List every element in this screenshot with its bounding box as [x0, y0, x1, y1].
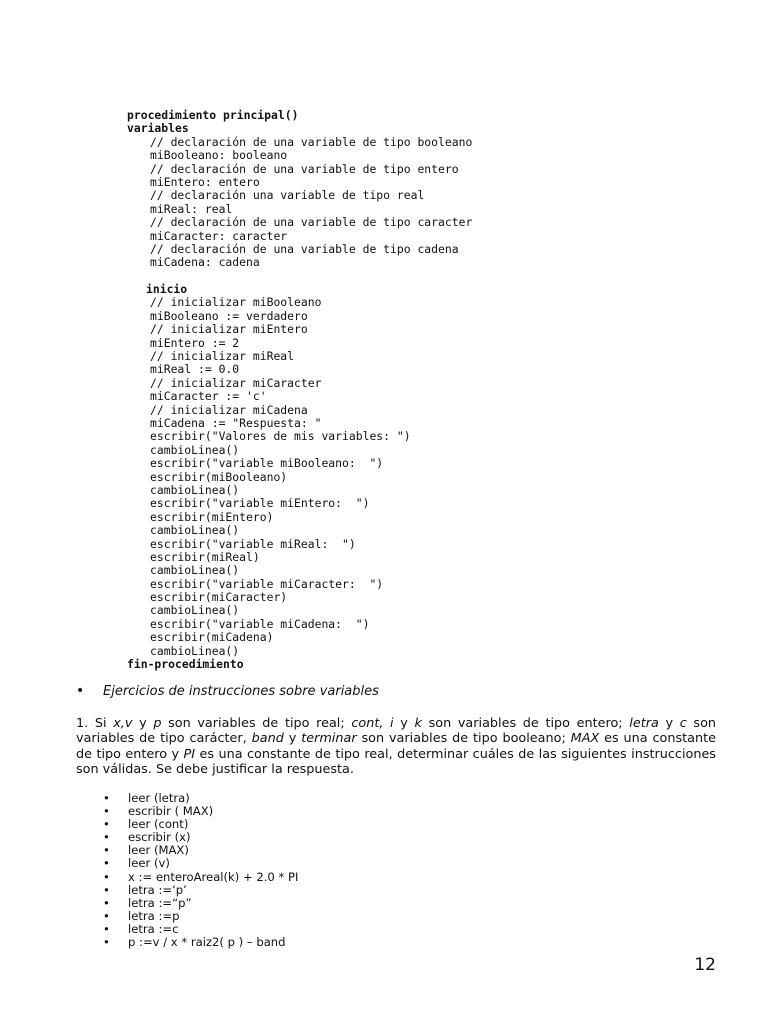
list-item	[103, 936, 298, 949]
section-heading	[76, 683, 379, 699]
code-line: cambioLinea()	[150, 643, 240, 658]
code-line: // inicializar miCaracter	[150, 375, 322, 390]
list-item	[103, 884, 298, 897]
bullet-icon: •	[103, 908, 110, 923]
code-line: // declaración de una variable de tipo cadena	[150, 241, 459, 256]
text: son variables de tipo carácter,	[76, 716, 717, 747]
text: y	[283, 731, 302, 747]
code-line: // inicializar miBooleano	[150, 295, 322, 310]
code-line: cambioLinea()	[150, 523, 240, 538]
code-line: // declaración de una variable de tipo booleano	[150, 134, 473, 149]
code-line: escribir(miBooleano)	[150, 469, 288, 484]
text: 1. Si	[76, 716, 114, 731]
text: son variables de tipo booleano;	[356, 731, 571, 747]
var: MAX	[570, 731, 600, 747]
text: y	[658, 716, 680, 731]
bullet-icon: •	[103, 921, 110, 936]
bullet-icon: •	[103, 882, 110, 897]
bullet-icon: •	[103, 830, 110, 845]
code-line: escribir("variable miCadena: ")	[150, 616, 370, 631]
code-line: // declaración una variable de tipo real	[150, 188, 425, 203]
code-line: miCaracter: caracter	[150, 228, 288, 243]
list-item	[103, 871, 298, 884]
bullet-icon: •	[103, 935, 110, 950]
instruction-text: escribir (x)	[128, 830, 191, 845]
code-line: cambioLinea()	[150, 563, 240, 578]
code-line: miBooleano := verdadero	[150, 308, 308, 323]
page-number: 12	[694, 955, 716, 975]
bullet-icon: •	[103, 869, 110, 884]
code-line: escribir(miCaracter)	[150, 590, 288, 605]
var: letra	[629, 716, 659, 731]
text: son variables de tipo entero;	[421, 716, 630, 731]
code-line: escribir("variable miBooleano: ")	[150, 456, 384, 471]
instruction-text: letra :=‘p’	[128, 882, 187, 897]
var: x,v	[113, 716, 133, 731]
code-line: escribir("variable miEntero: ")	[150, 496, 370, 511]
text: y	[393, 716, 415, 731]
instruction-text: letra :=p	[128, 908, 180, 923]
var: cont, i	[351, 716, 394, 731]
var: k	[414, 716, 422, 731]
code-line: cambioLinea()	[150, 603, 240, 618]
var: band	[251, 731, 284, 747]
instruction-text: x := enteroAreal(k) + 2.0 * PI	[128, 869, 299, 884]
code-line: escribir("Valores de mis variables: ")	[150, 429, 411, 444]
instruction-list	[103, 792, 298, 949]
code-line: // inicializar miReal	[150, 349, 295, 364]
text: es una constante de tipo entero y	[76, 731, 716, 762]
text: son variables de tipo real;	[161, 716, 352, 731]
text: es una constante de tipo real, determinar cuáles de las siguientes instrucciones son válidas. Se debe justificar la respuesta.	[76, 746, 716, 778]
list-item	[103, 857, 298, 870]
instruction-text: letra :=“p”	[128, 895, 192, 910]
code-line: miReal := 0.0	[150, 362, 240, 377]
instruction-text: leer (cont)	[128, 817, 189, 832]
code-line: miEntero: entero	[150, 174, 260, 189]
bullet-icon: •	[103, 817, 110, 832]
instruction-text: leer (MAX)	[128, 843, 189, 858]
code-line: escribir("variable miReal: ")	[150, 536, 356, 551]
section-title: Ejercicios de instrucciones sobre variables	[103, 683, 379, 699]
instruction-text: p :=v / x * raiz2( p ) – band	[128, 935, 286, 950]
bullet-icon: •	[103, 895, 110, 910]
code-line: // declaración de una variable de tipo entero	[150, 161, 459, 176]
code-line: inicio	[146, 282, 188, 297]
code-line: miCadena: cadena	[150, 255, 260, 270]
code-line: miReal: real	[150, 201, 233, 216]
bullet-icon: •	[103, 843, 110, 858]
code-line: escribir(miEntero)	[150, 509, 274, 524]
code-line: // declaración de una variable de tipo caracter	[150, 215, 473, 230]
code-line: escribir(miReal)	[150, 549, 260, 564]
code-line: fin-procedimiento	[127, 657, 244, 672]
bullet-icon: •	[103, 804, 110, 819]
bullet-icon: •	[76, 683, 85, 699]
code-line: miEntero := 2	[150, 335, 240, 350]
var: PI	[183, 746, 196, 762]
code-line: cambioLinea()	[150, 442, 240, 457]
code-line: miCaracter := 'c'	[150, 389, 267, 404]
instruction-text: leer (letra)	[128, 791, 190, 805]
code-line: // inicializar miCadena	[150, 402, 308, 417]
var: c	[679, 716, 687, 731]
exercise-paragraph	[76, 716, 716, 778]
code-line: procedimiento principal()	[127, 108, 299, 122]
instruction-text: letra :=c	[128, 921, 179, 936]
code-line: cambioLinea()	[150, 482, 240, 497]
pseudocode-block	[127, 109, 472, 671]
code-line: escribir("variable miCaracter: ")	[150, 576, 384, 591]
bullet-icon: •	[103, 791, 110, 805]
var: terminar	[301, 731, 357, 747]
code-blank-line	[127, 270, 472, 283]
instruction-text: escribir ( MAX)	[128, 804, 214, 819]
instruction-text: leer (v)	[128, 856, 170, 871]
code-line: miCadena := "Respuesta: "	[150, 415, 322, 430]
code-line: // inicializar miEntero	[150, 322, 308, 337]
list-item	[103, 897, 298, 910]
code-line: escribir(miCadena)	[150, 630, 274, 645]
var: p	[153, 716, 162, 731]
list-item	[103, 910, 298, 923]
code-line: variables	[127, 121, 189, 136]
text: y	[132, 716, 154, 731]
code-line: miBooleano: booleano	[150, 148, 288, 163]
bullet-icon: •	[103, 856, 110, 871]
